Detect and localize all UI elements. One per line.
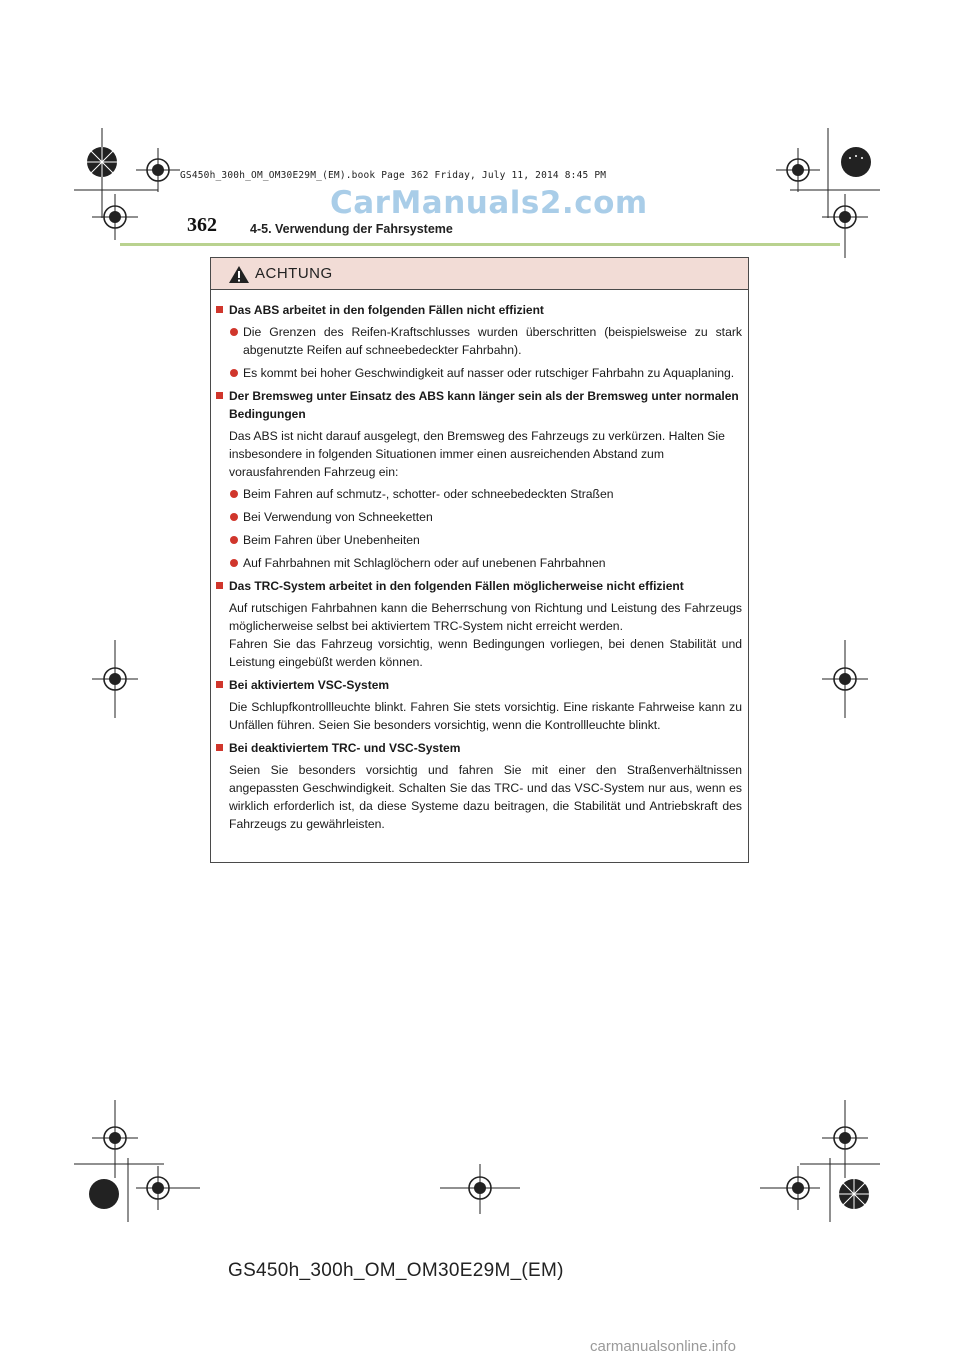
warning-triangle-icon <box>228 265 250 284</box>
crosshair-icon <box>822 640 868 718</box>
registration-mark-icon <box>800 1158 880 1222</box>
crosshair-icon <box>92 640 138 718</box>
list-item-text: Auf Fahrbahnen mit Schlaglöchern oder auf unebenen Fahrbahnen <box>243 556 606 570</box>
square-bullet-icon <box>216 306 223 313</box>
dot-bullet-icon <box>230 559 238 567</box>
item-heading: Der Bremsweg unter Einsatz des ABS kann länger sein als der Bremsweg unter normalen Bedingungen <box>229 389 739 421</box>
warning-item <box>216 577 742 671</box>
list-item-text: Bei Verwendung von Schneeketten <box>243 510 433 524</box>
watermark-bottom: carmanualsonline.info <box>590 1338 736 1355</box>
crosshair-icon <box>776 148 820 192</box>
page-number: 362 <box>187 214 217 236</box>
header-rule <box>120 243 840 246</box>
crosshair-icon <box>136 148 180 192</box>
crosshair-icon <box>92 194 138 240</box>
dot-bullet-icon <box>230 536 238 544</box>
list-item <box>229 554 742 572</box>
item-heading: Bei deaktiviertem TRC- und VSC-System <box>229 741 461 755</box>
item-text: Die Schlupfkontrollleuchte blinkt. Fahren Sie stets vorsichtig. Eine riskante Fahrweise kann zu Unfällen führen. Seien Sie besonders vorsichtig, wenn die Kontrollleuchte blinkt. <box>229 700 742 732</box>
square-bullet-icon <box>216 681 223 688</box>
book-imprint-line: GS450h_300h_OM_OM30E29M_(EM).book Page 362 Friday, July 11, 2014 8:45 PM <box>180 170 607 181</box>
list-item <box>229 485 742 503</box>
warning-title: ACHTUNG <box>255 265 333 282</box>
item-text-line: Fahren Sie das Fahrzeug vorsichtig, wenn Bedingungen vorliegen, bei denen Stabilität und Leistung eingebüßt werden können. <box>229 637 742 669</box>
item-heading: Das TRC-System arbeitet in den folgenden Fällen möglicherweise nicht effizient <box>229 579 684 593</box>
square-bullet-icon <box>216 582 223 589</box>
warning-item <box>216 739 742 833</box>
warning-item <box>216 387 742 572</box>
warning-header <box>211 258 748 290</box>
dot-bullet-icon <box>230 328 238 336</box>
item-heading: Bei aktiviertem VSC-System <box>229 678 390 692</box>
list-item-text: Beim Fahren auf schmutz-, schotter- oder schneebedeckten Straßen <box>243 487 614 501</box>
warning-box <box>210 257 749 863</box>
watermark-top: CarManuals2.com <box>330 185 648 221</box>
item-text: Seien Sie besonders vorsichtig und fahren Sie mit einer den Straßenverhältnissen angepassten Geschwindigkeit. Schalten Sie das TRC- und das VSC-System nur aus, wenn es wirklich erforderlich ist, da diese Systeme dazu beitragen, die Stabilität und Antriebskraft des Fahrzeugs zu gewährleisten. <box>229 763 742 831</box>
item-text <box>229 599 742 671</box>
list-item <box>229 508 742 526</box>
dot-bullet-icon <box>230 369 238 377</box>
list-item-text: Es kommt bei hoher Geschwindigkeit auf nasser oder rutschiger Fahrbahn zu Aquaplaning. <box>243 366 735 380</box>
section-title: 4-5. Verwendung der Fahrsysteme <box>250 222 453 236</box>
square-bullet-icon <box>216 744 223 751</box>
crosshair-icon <box>136 1166 200 1210</box>
item-text-line: Auf rutschigen Fahrbahnen kann die Beherrschung von Richtung und Leistung des Fahrzeugs möglicherweise selbst bei aktiviertem TRC-System nicht erreicht werden. <box>229 601 742 633</box>
list-item <box>229 364 742 382</box>
warning-body <box>211 289 748 833</box>
list-item-text: Die Grenzen des Reifen-Kraftschlusses wurden überschritten (beispielsweise zu stark abgenutzte Reifen auf schneebedeckter Fahrbahn). <box>243 325 742 357</box>
crosshair-icon <box>822 194 868 258</box>
crosshair-icon <box>440 1164 520 1214</box>
square-bullet-icon <box>216 392 223 399</box>
dot-bullet-icon <box>230 490 238 498</box>
list-item <box>229 323 742 359</box>
footer-code: GS450h_300h_OM_OM30E29M_(EM) <box>228 1260 564 1281</box>
list-item-text: Beim Fahren über Unebenheiten <box>243 533 420 547</box>
warning-item <box>216 676 742 734</box>
item-text: Das ABS ist nicht darauf ausgelegt, den Bremsweg des Fahrzeugs zu verkürzen. Halten Sie insbesondere in folgenden Situationen immer einen ausreichenden Abstand zum vorausfahrenden Fahrzeug ein: <box>229 429 725 479</box>
dot-bullet-icon <box>230 513 238 521</box>
item-heading: Das ABS arbeitet in den folgenden Fällen nicht effizient <box>229 303 544 317</box>
list-item <box>229 531 742 549</box>
warning-item <box>216 301 742 382</box>
